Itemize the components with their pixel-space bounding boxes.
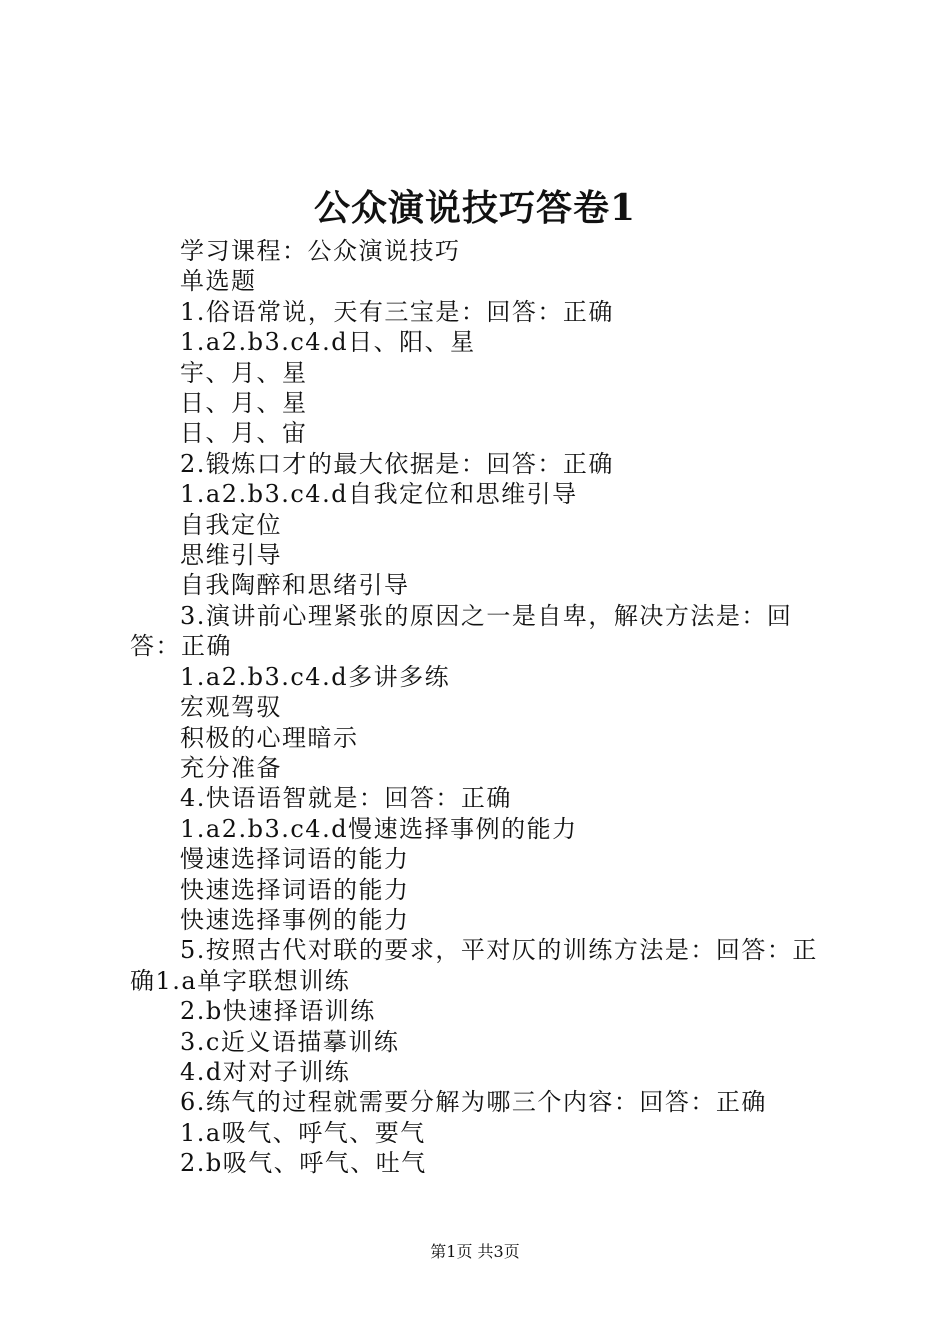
document-body (130, 236, 842, 1179)
question-1-option: 日、月、宙 (180, 419, 308, 448)
question-5: 5.按照古代对联的要求，平对仄的训练方法是：回答：正确1.a单字联想训练 (130, 936, 818, 995)
question-3-option: 1.a2.b3.c4.d多讲多练 (180, 662, 451, 691)
question-5-option: 4.d对对子训练 (180, 1057, 351, 1086)
question-1: 1.俗语常说，天有三宝是：回答：正确 (180, 297, 614, 326)
question-4-option: 1.a2.b3.c4.d慢速选择事例的能力 (180, 814, 578, 843)
question-6-option: 1.a吸气、呼气、要气 (180, 1118, 426, 1147)
question-5-option: 3.c近义语描摹训练 (180, 1027, 400, 1056)
question-1-option: 日、月、星 (180, 389, 308, 418)
question-2-option: 1.a2.b3.c4.d自我定位和思维引导 (180, 480, 578, 509)
page-footer: 第1页 共3页 (430, 1242, 520, 1261)
question-2-option: 自我陶醉和思绪引导 (180, 571, 410, 600)
question-3-option: 充分准备 (180, 753, 282, 782)
question-3: 3.演讲前心理紧张的原因之一是自卑，解决方法是：回答：正确 (130, 601, 793, 661)
course-line: 学习课程：公众演说技巧 (180, 237, 461, 265)
question-6: 6.练气的过程就需要分解为哪三个内容：回答：正确 (180, 1088, 767, 1117)
section-heading: 单选题 (180, 267, 257, 296)
document-title: 公众演说技巧答卷1 (313, 187, 637, 229)
question-6-option: 2.b吸气、呼气、吐气 (180, 1149, 427, 1178)
question-4-option: 慢速选择词语的能力 (180, 845, 410, 874)
question-4-option: 快速选择事例的能力 (180, 905, 410, 934)
question-4-option: 快速选择词语的能力 (180, 875, 410, 904)
question-5-option: 2.b快速择语训练 (180, 997, 376, 1026)
question-1-option: 1.a2.b3.c4.d日、阳、星 (180, 328, 476, 357)
question-3-option: 积极的心理暗示 (180, 723, 359, 752)
question-2-option: 思维引导 (180, 541, 282, 570)
question-2-option: 自我定位 (180, 510, 282, 539)
question-2: 2.锻炼口才的最大依据是：回答：正确 (180, 449, 614, 478)
question-3-option: 宏观驾驭 (180, 693, 282, 722)
question-1-option: 宇、月、星 (180, 358, 308, 387)
question-4: 4.快语语智就是：回答：正确 (180, 784, 512, 813)
